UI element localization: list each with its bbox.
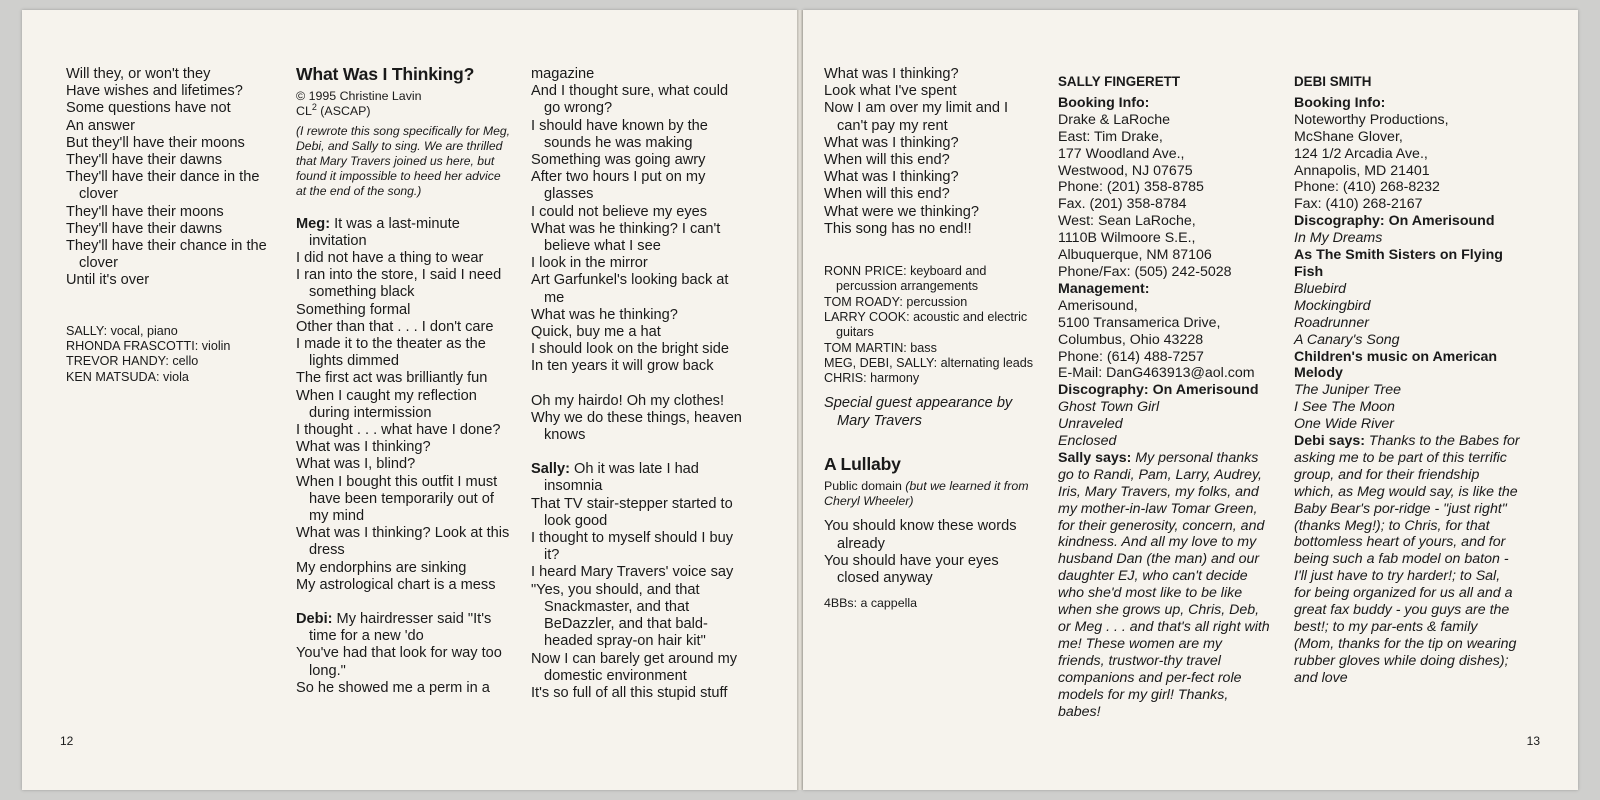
text-line: Will they, or won't they [66,66,211,82]
text-line: Why we do these things, heaven knows [531,409,742,444]
booking-label: Booking Info: [1058,94,1150,111]
lullaby-credit: 4BBs: a cappella [824,596,917,611]
text-line: Columbus, Ohio 43228 [1058,331,1204,348]
discography-list [1294,230,1520,247]
song-note: (I rewrote this song specifically for Meg, Debi, and Sally to sing. We are thrilled that Mary Travers joined us here, but found it impossible to heed her advice at the end of the song.) [296,123,511,198]
text-line: What was he thinking? I can't believe what I see [531,220,721,255]
left-column-3 [531,66,745,702]
text-line: CHRIS: harmony [824,371,920,386]
text-line: RHONDA FRASCOTTI: violin [66,338,231,353]
childrens-music-label: Children's music on American Melody [1294,348,1498,382]
booking-info [1058,112,1270,281]
right-page [803,10,1578,790]
text-line: KEN MATSUDA: viola [66,369,189,384]
debi-verse-start: Debi: My hairdresser said "It's time for a new 'do [296,611,492,645]
text-line: A Canary's Song [1294,331,1400,348]
guest-appearance: Special guest appearance by Mary Travers [824,395,1013,429]
text-line: The first act was brilliantly fun [296,370,488,387]
song-title: What Was I Thinking? [296,64,475,84]
sally-verse [531,496,745,702]
text-line: Other than that . . . I don't care [296,318,494,335]
text-line: magazine [531,66,595,82]
text-line: TOM MARTIN: bass [824,340,937,355]
text-line: It's so full of all this stupid stuff [531,684,728,701]
text-line: West: Sean LaRoche, [1058,213,1196,230]
booking-label: Booking Info: [1294,94,1386,111]
text-line: LARRY COOK: acoustic and electric guitars [824,309,1028,340]
text-line: 177 Woodland Ave., [1058,145,1185,162]
text-line: You've had that look for way too long." [296,645,502,679]
text-line: Something was going awry [531,152,706,169]
text-line: My astrological chart is a mess [296,576,496,593]
text-line: TREVOR HANDY: cello [66,354,199,369]
management-info [1058,298,1270,383]
publisher-line: $CL^2$ (ASCAP) [296,102,371,119]
page-number: 13 [1526,734,1540,748]
right-column-3 [1294,74,1520,687]
artist-name: SALLY FINGERETT [1058,74,1181,89]
text-line: What was I thinking? Look at this dress [296,525,510,559]
text-line: What was I, blind? [296,456,416,473]
lullaby-lyrics [824,518,1039,587]
text-line: SALLY: vocal, piano [66,323,178,338]
text-line: This song has no end!! [824,220,972,237]
meg-verse [296,250,511,594]
text-line: In My Dreams [1294,230,1383,247]
text-line: MEG, DEBI, SALLY: alternating leads [824,355,1034,370]
text-line: I did not have a thing to wear [296,250,484,267]
text-line: Drake & LaRoche [1058,111,1170,128]
copyright-line: © 1995 Christine Lavin [296,89,422,104]
text-line: Now I can barely get around my domestic environment [531,650,738,684]
text-line: Unraveled [1058,416,1123,433]
text-line: They'll have their dawns [66,220,223,237]
text-line: I See The Moon [1294,399,1395,416]
text-line: East: Tim Drake, [1058,128,1163,145]
text-line: What was I thinking? [296,439,431,456]
text-line: In ten years it will grow back [531,358,714,375]
left-column-1 [66,66,271,385]
lyrics-block-a [531,66,745,376]
text-line: 5100 Transamerica Drive, [1058,314,1221,331]
text-line: Noteworthy Productions, [1294,111,1449,128]
text-line: Fax. (201) 358-8784 [1058,196,1187,213]
text-line: Now I am over my limit and I can't pay my rent [824,100,1009,134]
text-line: An answer [66,117,135,134]
discography-list [1294,382,1520,433]
text-line: I made it to the theater as the lights dimmed [296,336,486,370]
text-line: I thought . . . what have I done? [296,422,501,439]
booking-info [1294,112,1520,213]
text-line: The Juniper Tree [1294,382,1401,399]
text-line: Phone: (410) 268-8232 [1294,179,1440,196]
text-line: I thought to myself should I buy it? [531,530,733,564]
text-line: When I bought this outfit I must have been temporarily out of my mind [296,473,498,525]
text-line: McShane Glover, [1294,128,1403,145]
smith-sisters-label: As The Smith Sisters on Flying Fish [1294,247,1503,280]
text-line: I should have known by the sounds he was making [531,117,708,151]
lullaby-title: A Lullaby [824,453,901,474]
text-line: E-Mail: DanG463913@aol.com [1058,365,1255,382]
text-line: TOM ROADY: percussion [824,294,968,309]
text-line: Enclosed [1058,433,1117,450]
sally-verse-start: Sally: Oh it was late I had insomnia [531,461,699,495]
text-line: You should know these words already [824,518,1017,552]
lyrics-block [824,66,1039,238]
text-line: What was he thinking? [531,306,678,323]
text-line: They'll have their dawns [66,152,223,169]
text-line: What was I thinking? [824,134,959,151]
text-line: Westwood, NJ 07675 [1058,162,1193,179]
text-line: When will this end? [824,186,950,203]
discography-label: Discography: On Amerisound [1058,382,1259,399]
meg-verse-start: Meg: It was a last-minute invitation [296,215,460,249]
text-line: I should look on the bright side [531,341,729,358]
text-line: Roadrunner [1294,314,1369,331]
text-line: Something formal [296,301,411,318]
text-line: Albuquerque, NM 87106 [1058,247,1212,264]
text-line: RONN PRICE: keyboard and percussion arrangements [824,264,987,294]
text-line: When I caught my reflection during intermission [296,387,477,421]
left-column-2 [296,66,511,697]
text-line: My endorphins are sinking [296,559,467,576]
text-line: Some questions have not [66,100,231,117]
text-line: When will this end? [824,152,950,169]
text-line: Have wishes and lifetimes? [66,83,243,100]
artist-says: Sally says: My personal thanks go to Randi, Pam, Larry, Audrey, Iris, Mary Travers, my folks, and my mother-in-law Tomar Green, for their generosity, concern, and kindness. And all my love to my husband Dan (the man) and our daughter EJ, who can't decide who she'd most like to be like when she grows up, Chris, Deb, or Meg . . . and that's all right with me! These women are my friends, trustwor-thy travel companions and per-fect role models for my girl! Thanks, babes! [1058,449,1270,720]
text-line: Quick, buy me a hat [531,324,661,341]
left-page [22,10,797,790]
discography-list [1294,281,1520,349]
text-line: So he showed me a perm in a [296,679,490,696]
text-line: Bluebird [1294,280,1347,297]
text-line: Ghost Town Girl [1058,399,1160,416]
discography-label: Discography: On Amerisound [1294,213,1495,230]
text-line: Until it's over [66,272,150,289]
lyrics-block [66,66,271,290]
text-line: I could not believe my eyes [531,203,708,220]
text-line: I ran into the store, I said I need something black [296,267,502,301]
text-line: "Yes, you should, and that Snackmaster, and that BeDazzler, and that bald-headed spray-on hair kit" [531,581,708,650]
text-line: Amerisound, [1058,297,1138,314]
text-line: You should have your eyes closed anyway [824,552,999,587]
text-line: Phone/Fax: (505) 242-5028 [1058,263,1232,280]
credits-block [824,264,1039,386]
lullaby-source: Public domain (but we learned it from Cheryl Wheeler) [824,479,1029,509]
page-number: 12 [60,734,74,748]
text-line: But they'll have their moons [66,134,245,151]
text-line: Phone: (614) 488-7257 [1058,348,1204,365]
text-line: I heard Mary Travers' voice say [531,564,734,581]
text-line: Fax: (410) 268-2167 [1294,196,1423,213]
text-line: They'll have their moons [66,203,224,220]
lyrics-block-b [531,393,745,445]
artist-says: Debi says: Thanks to the Babes for asking me to be part of this terrific group, and for their friendship which, as Meg would say, is like the Baby Bear's por-ridge - "just right" (thanks Meg!); to Chris, for that bottomless heart of yours, and for being such a fab model on baton - I'll just have to try harder!; to Sal, for being organized for us all and a great fax buddy - you guys are the best!; to my par-ents & family (Mom, thanks for the tip on wearing rubber gloves while doing dishes); and love [1294,433,1520,686]
right-column-1 [824,66,1039,611]
text-line: 124 1/2 Arcadia Ave., [1294,145,1428,162]
management-label: Management: [1058,280,1150,297]
text-line: Art Garfunkel's looking back at me [531,272,729,306]
discography-list [1058,399,1270,450]
artist-name: DEBI SMITH [1294,74,1372,89]
text-line: They'll have their chance in the clover [66,238,267,272]
text-line: What were we thinking? [824,203,979,220]
text-line: Oh my hairdo! Oh my clothes! [531,392,725,409]
right-column-2 [1058,74,1270,720]
text-line: That TV stair-stepper started to look good [531,495,733,529]
text-line: One Wide River [1294,416,1395,433]
text-line: Mockingbird [1294,297,1371,314]
text-line: Phone: (201) 358-8785 [1058,179,1204,196]
text-line: What was I thinking? [824,66,959,82]
text-line: I look in the mirror [531,255,648,272]
text-line: What was I thinking? [824,169,959,186]
text-line: After two hours I put on my glasses [531,169,706,203]
text-line: And I thought sure, what could go wrong? [531,83,729,117]
text-line: 1110B Wilmoore S.E., [1058,230,1196,247]
debi-verse [296,645,511,697]
text-line: They'll have their dance in the clover [66,169,260,203]
text-line: Annapolis, MD 21401 [1294,162,1430,179]
text-line: Look what I've spent [824,83,957,100]
credits-block [66,324,271,385]
